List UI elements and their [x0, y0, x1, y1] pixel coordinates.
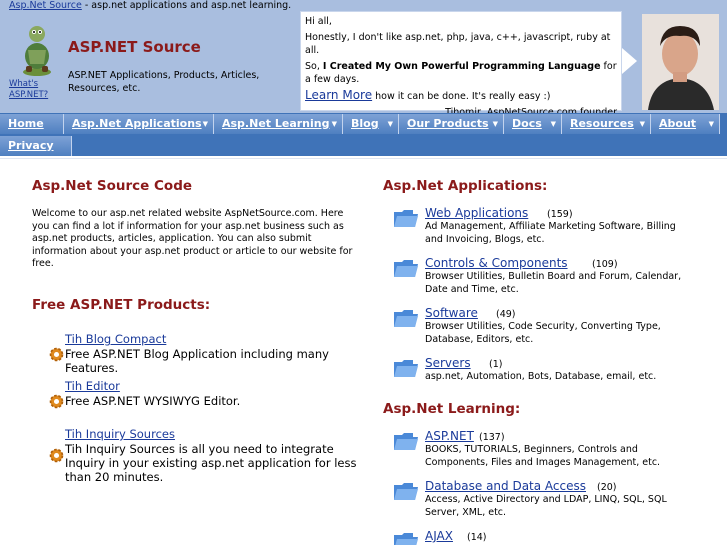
category-count: (159) — [547, 209, 573, 220]
applications-heading: Asp.Net Applications: — [383, 178, 548, 194]
gear-icon — [48, 346, 65, 363]
category-description: Browser Utilities, Bulletin Board and Forum, Calendar, Date and Time, etc. — [425, 271, 682, 295]
bubble-pointer — [622, 48, 637, 74]
nav-about[interactable]: About ▼ — [651, 114, 720, 134]
nav-asp-net-applications[interactable]: Asp.Net Applications ▼ — [64, 114, 214, 134]
folder-icon — [393, 481, 419, 501]
greeting: Hi all, — [305, 16, 332, 27]
nav-row-1 — [0, 114, 727, 134]
category-link[interactable]: AJAX — [425, 529, 453, 543]
welcome-text: Welcome to our asp.net related website AspNetSource.com. Here you can find a lot if information for your asp.net business such as asp.net products, articles, application. You can also submit information about your asp.net product or article to our website for free. — [32, 208, 353, 269]
category-count: (137) — [479, 432, 505, 443]
category-link[interactable]: Database and Data Access — [425, 479, 587, 493]
category-description: Access, Active Directory and LDAP, LINQ, SQL, SQL Server, XML, etc. — [425, 494, 667, 518]
category-link[interactable]: Servers — [425, 356, 471, 370]
product-description: Tih Inquiry Sources is all you need to integrate Inquiry in your existing asp.net application for less than 20 minutes. — [65, 442, 357, 484]
chevron-down-icon: ▼ — [708, 120, 714, 128]
product-description: Free ASP.NET Blog Application including many Features. — [65, 347, 329, 375]
learning-heading: Asp.Net Learning: — [383, 401, 521, 417]
nav-our-products[interactable]: Our Products ▼ — [399, 114, 504, 134]
folder-icon — [393, 258, 419, 278]
product-link[interactable]: Tih Editor — [65, 379, 120, 393]
top-tagline — [9, 0, 291, 11]
product-link[interactable]: Tih Inquiry Sources — [65, 427, 175, 441]
folder-icon — [393, 358, 419, 378]
nav-privacy[interactable]: Privacy — [0, 136, 72, 156]
chevron-down-icon: ▼ — [492, 120, 498, 128]
category-link[interactable]: Web Applications — [425, 206, 529, 220]
folder-icon — [393, 531, 419, 545]
main-content — [0, 158, 727, 545]
nav-blog[interactable]: Blog ▼ — [343, 114, 399, 134]
nav-row-2 — [0, 136, 727, 156]
category-count: (49) — [496, 309, 516, 320]
learn-more-line: Learn More how it can be done. It's really easy :) — [305, 88, 551, 102]
learn-more-link[interactable]: Learn More — [305, 88, 373, 102]
category-description: Ad Management, Affiliate Marketing Software, Billing and Invoicing, Blogs, etc. — [425, 221, 676, 245]
main-nav — [0, 113, 727, 156]
chevron-down-icon: ▼ — [387, 120, 393, 128]
category-count: (109) — [592, 259, 618, 270]
header — [0, 0, 727, 113]
message-line-1: Honestly, I don't like asp.net, php, java, c++, javascript, ruby at all. — [305, 32, 611, 56]
folder-icon — [393, 431, 419, 451]
product-link[interactable]: Tih Blog Compact — [65, 332, 167, 346]
founder-message — [300, 11, 622, 111]
folder-icon — [393, 208, 419, 228]
chevron-down-icon: ▼ — [331, 120, 337, 128]
free-products-heading: Free ASP.NET Products: — [32, 297, 211, 313]
tagline-text: - asp.net applications and asp.net learning. — [81, 0, 292, 11]
category-link[interactable]: ASP.NET — [425, 429, 474, 443]
whats-aspnet-link[interactable]: What's ASP.NET? — [9, 79, 49, 100]
category-description: asp.net, Automation, Bots, Database, email, etc. — [425, 371, 657, 382]
site-title: ASP.NET Source — [68, 38, 201, 56]
chevron-down-icon: ▼ — [639, 120, 645, 128]
category-count: (14) — [467, 532, 487, 543]
gear-icon — [48, 393, 65, 410]
site-description: ASP.NET Applications, Products, Articles, Resources, etc. — [68, 70, 260, 94]
chevron-down-icon: ▼ — [550, 120, 556, 128]
source-code-heading: Asp.Net Source Code — [32, 178, 193, 194]
gear-icon — [48, 447, 65, 464]
home-link[interactable]: Asp.Net Source — [9, 0, 82, 11]
category-description: Browser Utilities, Code Security, Converting Type, Database, Editors, etc. — [425, 321, 661, 345]
folder-icon — [393, 308, 419, 328]
nav-home[interactable]: Home — [0, 114, 64, 134]
category-count: (1) — [489, 359, 503, 370]
founder-photo — [642, 14, 719, 110]
turtle-logo-icon[interactable] — [18, 20, 56, 78]
nav-docs[interactable]: Docs ▼ — [504, 114, 562, 134]
category-link[interactable]: Controls & Components — [425, 256, 568, 270]
message-line-2: So, I Created My Own Powerful Programming Language for a few days. — [305, 61, 617, 85]
product-description: Free ASP.NET WYSIWYG Editor. — [65, 394, 241, 408]
category-link[interactable]: Software — [425, 306, 478, 320]
nav-resources[interactable]: Resources ▼ — [562, 114, 651, 134]
language-highlight: I Created My Own Powerful Programming Language — [322, 61, 601, 72]
category-count: (20) — [597, 482, 617, 493]
chevron-down-icon: ▼ — [202, 120, 208, 128]
nav-asp-net-learning[interactable]: Asp.Net Learning ▼ — [214, 114, 343, 134]
category-description: BOOKS, TUTORIALS, Beginners, Controls and Components, Files and Images Management, etc. — [425, 444, 661, 468]
